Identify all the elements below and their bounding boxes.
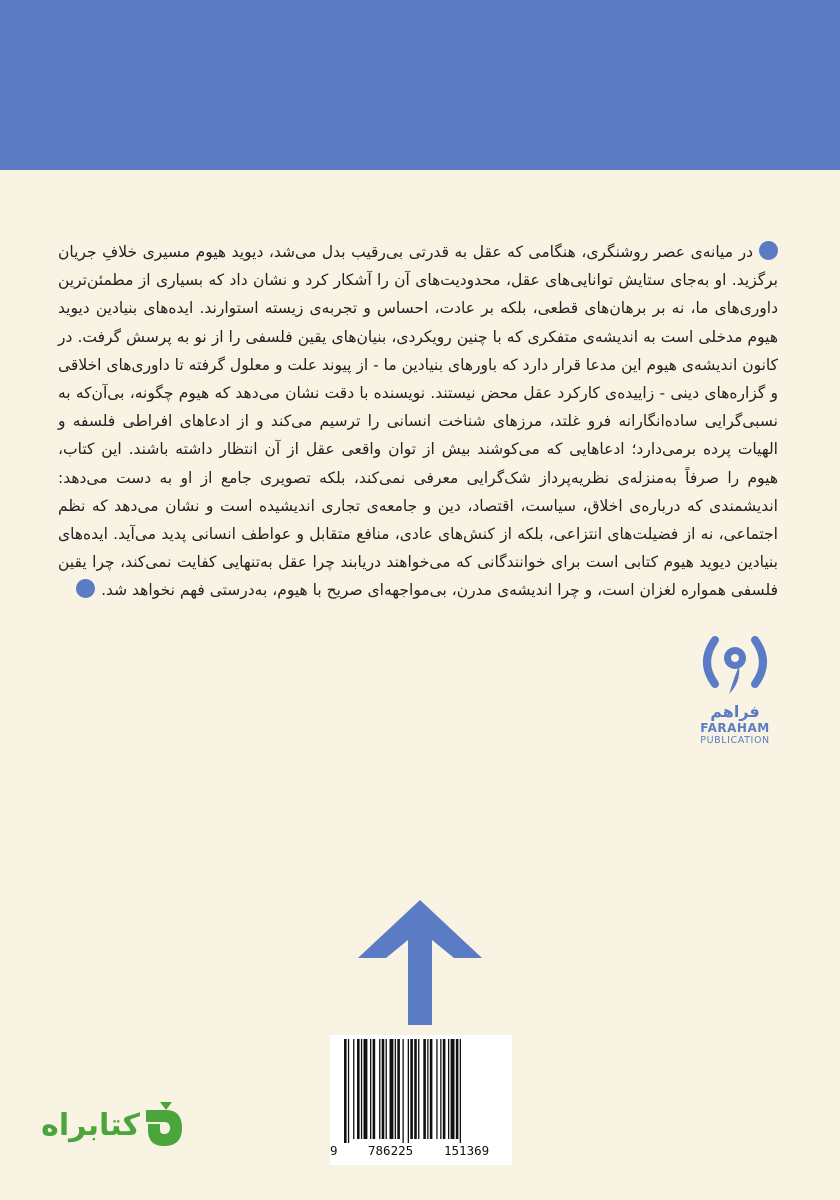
back-cover-blurb	[58, 238, 778, 605]
barcode-bar	[456, 1039, 459, 1139]
barcode-bar	[386, 1039, 387, 1139]
top-color-band	[0, 0, 840, 170]
publisher-name-en-sub: PUBLICATION	[700, 735, 770, 746]
barcode-bar	[370, 1039, 371, 1139]
barcode-bar	[357, 1039, 360, 1139]
barcode-bar	[451, 1039, 455, 1139]
barcode-digits-right: 151369	[444, 1143, 490, 1158]
barcode-bar	[443, 1039, 446, 1139]
barcode-bar	[448, 1039, 449, 1139]
barcode-bar	[344, 1039, 347, 1143]
up-arrow-icon	[358, 900, 482, 1025]
barcode-digit-first: 9	[330, 1143, 338, 1158]
barcode-bar	[364, 1039, 368, 1139]
barcode-digits-left: 786225	[368, 1143, 414, 1158]
barcode-bar	[390, 1039, 394, 1139]
barcode-bars	[330, 1035, 512, 1143]
barcode-bar	[403, 1039, 404, 1143]
bullet-end-icon	[76, 579, 95, 598]
barcode-bar	[361, 1039, 362, 1139]
barcode-bar	[408, 1039, 409, 1143]
publisher-name-en: FARAHAM	[700, 721, 770, 735]
barcode-bar	[423, 1039, 426, 1139]
barcode-bar	[460, 1039, 461, 1143]
barcode-bar	[395, 1039, 396, 1139]
barcode-bar	[410, 1039, 413, 1139]
barcode-bar	[414, 1039, 417, 1139]
barcode-bar	[373, 1039, 376, 1139]
barcode-bar	[379, 1039, 380, 1139]
blurb-text: در میانه‌ی عصر روشنگری، هنگامی که عقل به قدرتی بی‌رقیب بدل می‌شد، دیوید هیوم مسیری خلافِ جریان برگزید. او به‌جای ستایش توانایی‌های عقل، محدودیت‌های آن را آشکار کرد و نشان داد که بسیاری از مطمئن‌ترین داوری‌های ما، نه بر برهان‌های قطعی، بلکه بر عادت، احساس و تجربه‌ی زیسته استوارند. ایده‌های بنیادین دیوید هیوم مدخلی است به اندیشه‌ی متفکری که با چنین رویکردی، بنیان‌های یقین فلسفی را از نو به پرسش گرفت. در کانون اندیشه‌ی هیوم این مدعا قرار دارد که باورهای بنیادین ما - از پیوند علت و معلول گرفته تا داوری‌های اخلاقی و گزاره‌های دینی - زاییده‌ی کارکرد عقل محض نیستند. نویسنده با دقت نشان می‌دهد که هیوم چگونه، بی‌آن‌که به نسبی‌گرایی ساده‌انگارانه فرو غلتد، مرزهای شناخت انسانی را ترسیم می‌کند و از ادعاهای افراطی فلسفه و الهیات پرده برمی‌دارد؛ ادعاهایی که می‌کوشند بیش از توان واقعی عقل از آن انتظار داشته باشند. این کتاب، هیوم را صرفاً به‌منزله‌ی نظریه‌پرداز شک‌گرایی معرفی نمی‌کند، بلکه تصویری جامع از او به دست می‌دهد: اندیشمندی که درباره‌ی اخلاق، سیاست، اقتصاد، دین و جامعه‌ی تجاری اندیشیده است و نشان می‌دهد که نظم اجتماعی، نه از فضیلت‌های انتزاعی، بلکه از کنش‌های عادی، منافع متقابل و عواطف انسانی پدید می‌آید. ایده‌های بنیادین دیوید هیوم کتابی است برای خوانندگانی که می‌خواهند دریابند چرا عقل به‌تنهایی کفایت نمی‌کند، چرا یقین فلسفی همواره لغزان است، و چرا اندیشه‌ی مدرن، بی‌مواجهه‌ای صریح با هیوم، به‌درستی فهم نخواهد شد.	[58, 243, 778, 600]
ketabrah-badge	[18, 1100, 198, 1160]
ketabrah-logo-icon	[142, 1100, 186, 1152]
barcode-bar	[397, 1039, 400, 1139]
barcode-bar	[348, 1039, 349, 1143]
barcode-bar	[427, 1039, 428, 1139]
bullet-start-icon	[759, 241, 778, 260]
barcode-bar	[440, 1039, 441, 1139]
barcode-bar	[418, 1039, 419, 1139]
barcode-bar	[430, 1039, 433, 1139]
barcode-bar	[382, 1039, 385, 1139]
barcode-bar	[353, 1039, 354, 1139]
isbn-barcode	[330, 1035, 512, 1165]
publisher-logo	[690, 636, 780, 776]
publisher-name-fa: فراهم	[710, 702, 760, 721]
ketabrah-name: کتابراه	[41, 1108, 140, 1143]
faraham-logo-icon	[695, 636, 775, 700]
barcode-bar	[436, 1039, 437, 1139]
